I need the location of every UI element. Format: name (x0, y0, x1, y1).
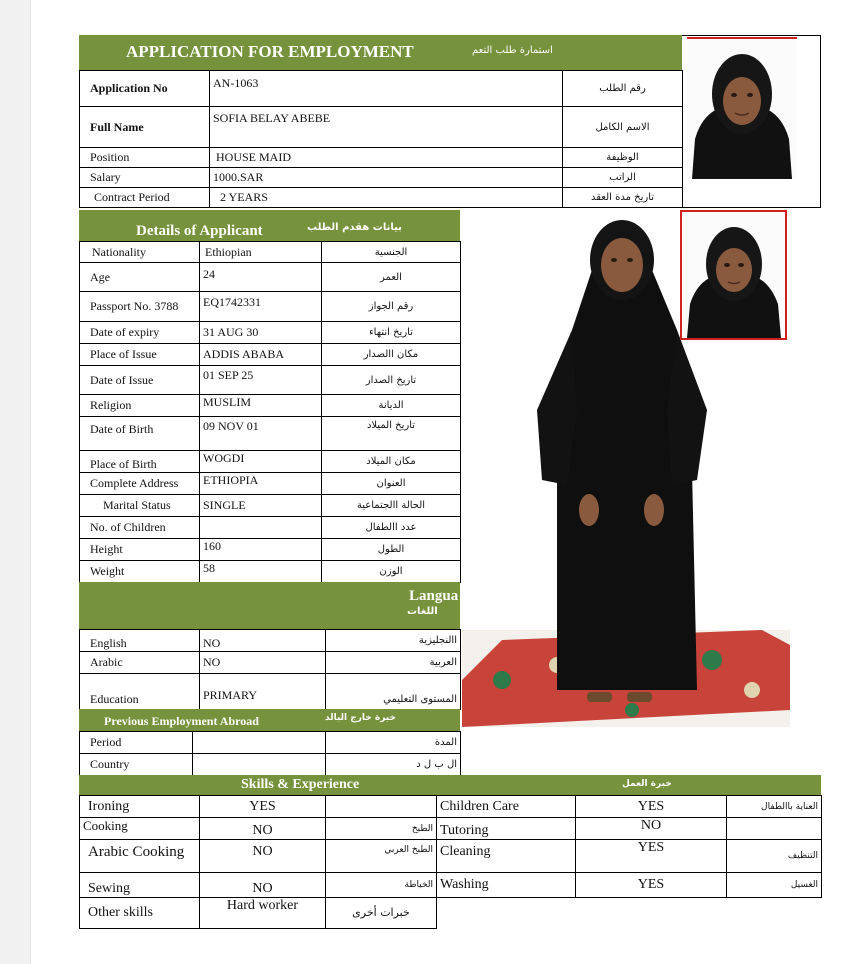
details-header (79, 210, 460, 241)
skill-cooking-ar: الطبخ (326, 818, 437, 840)
label-date-birth-ar: تاريخ الميلاد (322, 417, 461, 451)
previous-employment-title: Previous Employment Abroad (104, 714, 259, 728)
label-full-name-ar: الاسم الكامل (563, 107, 683, 148)
portrait-illustration-inset (682, 212, 785, 338)
skill-children-care-value: YES (576, 796, 727, 818)
details-title-arabic: بيانات هقدم الطلب (307, 222, 402, 233)
value-passport: EQ1742331 (200, 292, 322, 322)
previous-employment-title-arabic: خبرة خارج البالد (325, 713, 396, 723)
label-position: Position (80, 148, 210, 168)
skill-cleaning-value: YES (576, 840, 727, 873)
skill-washing-value: YES (576, 873, 727, 898)
row-country (80, 754, 461, 776)
row-age (80, 263, 461, 292)
label-date-birth: Date of Birth (80, 417, 200, 451)
row-religion (80, 395, 461, 417)
portrait-photo-inset (680, 210, 787, 340)
value-english: NO (200, 630, 326, 652)
value-other-skills: Hard worker (200, 898, 326, 929)
languages-title: Langua (409, 588, 459, 604)
skills-row-3 (80, 840, 822, 873)
row-nationality (80, 242, 461, 263)
label-passport-ar: رقم الجواز (322, 292, 461, 322)
row-weight (80, 561, 461, 583)
details-title: Details of Applicant (136, 223, 263, 239)
label-salary-ar: الراتب (563, 168, 683, 188)
label-other-skills: Other skills (80, 898, 200, 929)
frame-line-right (820, 35, 821, 207)
label-country-ar: ال ب ل د (326, 754, 461, 776)
label-weight: Weight (80, 561, 200, 583)
skill-tutoring-value: NO (576, 818, 727, 840)
label-height-ar: الطول (322, 539, 461, 561)
label-period-ar: المدة (326, 732, 461, 754)
skill-cooking-value: NO (200, 818, 326, 840)
row-date-issue (80, 366, 461, 395)
label-contract-period: Contract Period (80, 188, 210, 208)
row-children (80, 517, 461, 539)
label-contract-period-ar: تاريخ مدة العقد (563, 188, 683, 208)
label-height: Height (80, 539, 200, 561)
skill-arabic-cooking-value: NO (200, 840, 326, 873)
label-date-issue-ar: تاريخ الصدار (322, 366, 461, 395)
skill-ironing-ar (326, 796, 437, 818)
label-salary: Salary (80, 168, 210, 188)
label-place-birth-ar: مكان الميلاد (322, 451, 461, 473)
value-country (193, 754, 326, 776)
skills-header (79, 775, 821, 795)
row-other-skills (80, 898, 437, 929)
label-address-ar: العنوان (322, 473, 461, 495)
form-header (79, 35, 682, 70)
frame-line-mid (682, 207, 821, 208)
label-place-issue-ar: مكان االصدار (322, 344, 461, 366)
value-religion: MUSLIM (200, 395, 322, 417)
frame-line-top (682, 35, 821, 36)
label-date-issue: Date of Issue (80, 366, 200, 395)
skills-row-1 (80, 796, 822, 818)
skill-ironing-value: YES (200, 796, 326, 818)
label-passport: Passport No. 3788 (80, 292, 200, 322)
label-english: English (80, 630, 200, 652)
languages-title-arabic: اللغات (407, 606, 438, 617)
row-english (80, 630, 461, 652)
row-education (80, 674, 461, 710)
value-age: 24 (200, 263, 322, 292)
skills-title-arabic: خبرة العمل (622, 779, 672, 789)
previous-employment-table (79, 731, 461, 776)
label-religion: Religion (80, 395, 200, 417)
label-place-issue: Place of Issue (80, 344, 200, 366)
label-application-no-ar: رقم الطلب (563, 71, 683, 107)
form-title-arabic: استمارة طلب التعم (472, 45, 553, 56)
row-date-birth (80, 417, 461, 451)
skill-children-care-ar: العناية باالطفال (727, 796, 822, 818)
value-children (200, 517, 322, 539)
label-address: Complete Address (80, 473, 200, 495)
skills-row-2 (80, 818, 822, 840)
label-arabic-ar: العربية (326, 652, 461, 674)
label-position-ar: الوظيفة (563, 148, 683, 168)
label-marital-status: Marital Status (80, 495, 200, 517)
value-nationality: Ethiopian (200, 242, 322, 263)
skill-sewing-ar: الخياطة (326, 873, 437, 898)
row-contract-period (80, 188, 683, 208)
skill-cleaning-ar: التنظيف (727, 840, 822, 873)
value-place-issue: ADDIS ABABA (200, 344, 322, 366)
label-nationality: Nationality (80, 242, 200, 263)
label-religion-ar: الديانة (322, 395, 461, 417)
label-weight-ar: الوزن (322, 561, 461, 583)
languages-table (79, 629, 461, 710)
previous-employment-header (79, 709, 460, 731)
skill-arabic-cooking-label: Arabic Cooking (80, 840, 200, 873)
row-marital-status (80, 495, 461, 517)
row-full-name (80, 107, 683, 148)
top-info-table (79, 70, 683, 208)
label-children-ar: عدد االطفال (322, 517, 461, 539)
label-education: Education (80, 674, 200, 710)
skills-row-4 (80, 873, 822, 898)
value-date-issue: 01 SEP 25 (200, 366, 322, 395)
label-country: Country (80, 754, 193, 776)
value-period (193, 732, 326, 754)
languages-header (79, 582, 460, 629)
skill-sewing-label: Sewing (80, 873, 200, 898)
value-contract-period: 2 YEARS (210, 188, 563, 208)
details-table (79, 241, 461, 583)
label-nationality-ar: الجنسية (322, 242, 461, 263)
full-body-photo (462, 210, 790, 727)
portrait-photo-top (687, 37, 797, 179)
value-date-birth: 09 NOV 01 (200, 417, 322, 451)
label-arabic: Arabic (80, 652, 200, 674)
value-place-birth: WOGDI (200, 451, 322, 473)
value-position: HOUSE MAID (210, 148, 563, 168)
row-arabic (80, 652, 461, 674)
skill-washing-label: Washing (437, 873, 576, 898)
skill-washing-ar: الغسيل (727, 873, 822, 898)
label-children: No. of Children (80, 517, 200, 539)
value-application-no: AN-1063 (210, 71, 563, 107)
label-other-skills-ar: خبرات أخرى (326, 898, 437, 929)
label-education-ar: المستوى التعليمي (326, 674, 461, 710)
value-arabic: NO (200, 652, 326, 674)
value-education: PRIMARY (200, 674, 326, 710)
row-application-no (80, 71, 683, 107)
row-position (80, 148, 683, 168)
value-date-expiry: 31 AUG 30 (200, 322, 322, 344)
row-height (80, 539, 461, 561)
skills-title: Skills & Experience (241, 777, 360, 792)
label-date-expiry: Date of expiry (80, 322, 200, 344)
skill-cooking-label: Cooking (80, 818, 200, 840)
label-marital-status-ar: الحالة االجتماعية (322, 495, 461, 517)
skill-tutoring-ar (727, 818, 822, 840)
label-application-no: Application No (80, 71, 210, 107)
form-title: APPLICATION FOR EMPLOYMENT (126, 42, 414, 61)
row-address (80, 473, 461, 495)
row-place-birth (80, 451, 461, 473)
label-date-expiry-ar: تاريخ انتهاء (322, 322, 461, 344)
skill-children-care-label: Children Care (437, 796, 576, 818)
skill-tutoring-label: Tutoring (437, 818, 576, 840)
skill-cleaning-label: Cleaning (437, 840, 576, 873)
label-period: Period (80, 732, 193, 754)
label-full-name: Full Name (80, 107, 210, 148)
skill-arabic-cooking-ar: الطبخ العربي (326, 840, 437, 873)
label-age: Age (80, 263, 200, 292)
value-height: 160 (200, 539, 322, 561)
row-salary (80, 168, 683, 188)
skills-table (79, 795, 822, 898)
skill-sewing-value: NO (200, 873, 326, 898)
label-place-birth: Place of Birth (80, 451, 200, 473)
skill-ironing-label: Ironing (80, 796, 200, 818)
portrait-illustration-top (687, 39, 797, 179)
row-period (80, 732, 461, 754)
other-skills-table (79, 897, 437, 929)
value-full-name: SOFIA BELAY ABEBE (210, 107, 563, 148)
label-age-ar: العمر (322, 263, 461, 292)
row-place-issue (80, 344, 461, 366)
value-address: ETHIOPIA (200, 473, 322, 495)
row-passport (80, 292, 461, 322)
row-date-expiry (80, 322, 461, 344)
label-english-ar: االنجليزية (326, 630, 461, 652)
value-marital-status: SINGLE (200, 495, 322, 517)
page-margin (0, 0, 31, 964)
value-salary: 1000.SAR (210, 168, 563, 188)
value-weight: 58 (200, 561, 322, 583)
